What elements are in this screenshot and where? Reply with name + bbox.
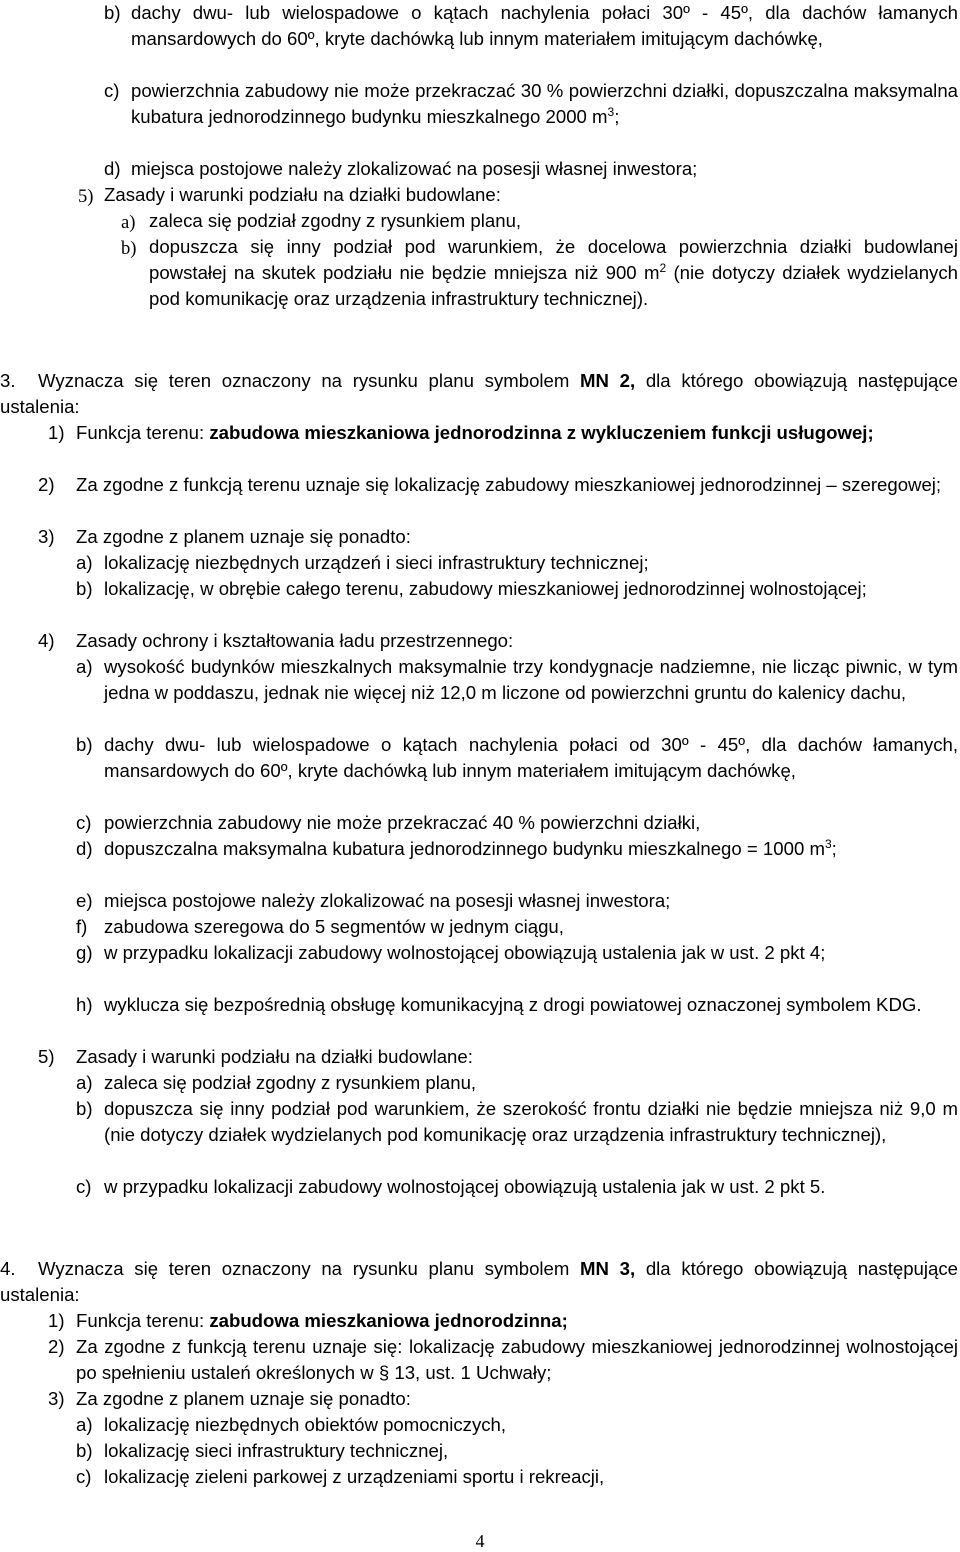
item-label: 3) <box>38 526 55 547</box>
additional-use-b: lokalizację, w obrębie całego terenu, zabudowy mieszkaniowej jednorodzinnej wolnostojącej; <box>104 578 867 599</box>
item-label: d) <box>104 158 121 179</box>
roof-paragraph: dachy dwu- lub wielospadowe o kątach nachylenia połaci 30º - 45º, dla dachów łamanych mansardowych do 60º, kryte dachówką lub innym materiałem imitującym dachówkę, <box>131 2 958 49</box>
item-label: c) <box>104 80 120 101</box>
additional-use-heading: Za zgodne z planem uznaje się ponadto: <box>76 526 411 547</box>
item-label: b) <box>121 238 137 259</box>
item-label: 2) <box>38 474 55 495</box>
item-label: b) <box>76 1098 93 1119</box>
item-label: g) <box>76 942 93 963</box>
item-label: a) <box>76 656 93 677</box>
road-access-paragraph: wyklucza się bezpośrednią obsługę komunikacyjną z drogi powiatowej oznaczonej symbolem KDG. <box>104 994 922 1015</box>
item-label: c) <box>76 1176 92 1197</box>
function-paragraph: Funkcja terenu: zabudowa mieszkaniowa jednorodzinna; <box>76 1310 568 1331</box>
additional-use-heading: Za zgodne z planem uznaje się ponadto: <box>76 1388 411 1409</box>
item-label: e) <box>76 890 93 911</box>
section-3-intro: Wyznacza się teren oznaczony na rysunku planu symbolem MN 2, dla którego obowiązują następujące ustalenia: <box>0 370 958 417</box>
item-label: c) <box>76 812 92 833</box>
roof-paragraph: dachy dwu- lub wielospadowe o kątach nachylenia połaci od 30º - 45º, dla dachów łamanych, mansardowych do 60º, kryte dachówką lub innym materiałem imitującym dachówkę, <box>104 734 958 781</box>
division-b-paragraph: dopuszcza się inny podział pod warunkiem, że docelowa powierzchnia działki budowlanej powstałej na skutek podziału nie będzie mniejsza niż 900 $m^2$ (nie dotyczy działek wydzielanych pod komunikację oraz urządzenia infrastruktury technicznej). <box>149 236 958 309</box>
parking-paragraph: miejsca postojowe należy zlokalizować na posesji własnej inwestora; <box>104 890 671 911</box>
item-label: 1) <box>48 422 65 443</box>
item-label: b) <box>76 578 93 599</box>
additional-use-c: lokalizację zieleni parkowej z urządzeniami sportu i rekreacji, <box>104 1466 605 1487</box>
item-label: h) <box>76 994 93 1015</box>
item-label: a) <box>76 552 93 573</box>
compatible-use-paragraph: Za zgodne z funkcją terenu uznaje się lokalizację zabudowy mieszkaniowej jednorodzinnej – szeregowej; <box>76 474 942 495</box>
section-number: 4. <box>0 1258 16 1279</box>
item-label: 3) <box>48 1388 65 1409</box>
additional-use-a: lokalizację niezbędnych urządzeń i sieci infrastruktury technicznej; <box>104 552 649 573</box>
detached-rules-paragraph: w przypadku lokalizacji zabudowy wolnostojącej obowiązują ustalenia jak w ust. 2 pkt 4; <box>104 942 826 963</box>
item-label: a) <box>76 1072 93 1093</box>
item-label: a) <box>121 212 136 233</box>
function-paragraph: Funkcja terenu: zabudowa mieszkaniowa jednorodzinna z wykluczeniem funkcji usługowej; <box>76 422 874 443</box>
item-label: a) <box>76 1414 93 1435</box>
compatible-use-paragraph: Za zgodne z funkcją terenu uznaje się: lokalizację zabudowy mieszkaniowej jednorodzinnej wolnostojącej po spełnieniu ustaleń określonych w § 13, ust. 1 Uchwały; <box>76 1336 958 1383</box>
additional-use-b: lokalizację sieci infrastruktury technicznej, <box>104 1440 449 1461</box>
coverage-paragraph: powierzchnia zabudowy nie może przekraczać 30 % powierzchni działki, dopuszczalna maksymalna kubatura jednorodzinnego budynku mieszkalnego 2000 $m^3$; <box>131 80 958 127</box>
item-label: 5) <box>78 186 94 207</box>
parking-paragraph: miejsca postojowe należy zlokalizować na posesji własnej inwestora; <box>131 158 698 179</box>
page-number: 4 <box>475 1531 485 1551</box>
item-label: f) <box>76 916 88 937</box>
item-label: 5) <box>38 1046 55 1067</box>
section-number: 3. <box>0 370 16 391</box>
item-label: d) <box>76 838 93 859</box>
terrace-paragraph: zabudowa szeregowa do 5 segmentów w jednym ciągu, <box>104 916 564 937</box>
item-label: b) <box>76 1440 93 1461</box>
division-c-paragraph: w przypadku lokalizacji zabudowy wolnostojącej obowiązują ustalenia jak w ust. 2 pkt 5. <box>104 1176 826 1197</box>
item-label: 1) <box>48 1310 65 1331</box>
item-label: c) <box>76 1466 92 1487</box>
section-4-intro: Wyznacza się teren oznaczony na rysunku planu symbolem MN 3, dla którego obowiązują następujące ustalenia: <box>0 1258 958 1305</box>
division-a-paragraph: zaleca się podział zgodny z rysunkiem planu, <box>149 210 522 231</box>
division-heading: Zasady i warunki podziału na działki budowlane: <box>76 1046 473 1067</box>
additional-use-a: lokalizację niezbędnych obiektów pomocniczych, <box>104 1414 507 1435</box>
item-label: 2) <box>48 1336 65 1357</box>
item-label: b) <box>76 734 93 755</box>
item-label: 4) <box>38 630 55 651</box>
coverage-paragraph: powierzchnia zabudowy nie może przekraczać 40 % powierzchni działki, <box>104 812 701 833</box>
spatial-order-heading: Zasady ochrony i kształtowania ładu przestrzennego: <box>76 630 514 651</box>
volume-paragraph: dopuszczalna maksymalna kubatura jednorodzinnego budynku mieszkalnego = 1000 $m^3$; <box>104 836 837 859</box>
division-b-paragraph: dopuszcza się inny podział pod warunkiem, że szerokość frontu działki nie będzie mniejsza niż 9,0 m (nie dotyczy działek wydzielanych pod komunikację oraz urządzenia infrastruktury technicznej), <box>104 1098 958 1145</box>
item-label: b) <box>104 2 121 23</box>
division-a-paragraph: zaleca się podział zgodny z rysunkiem planu, <box>104 1072 477 1093</box>
height-paragraph: wysokość budynków mieszkalnych maksymalnie trzy kondygnacje nadziemne, nie licząc piwnic, w tym jedna w poddaszu, jednak nie więcej niż 12,0 m liczone od powierzchni gruntu do kalenicy dachu, <box>104 656 958 703</box>
division-heading: Zasady i warunki podziału na działki budowlane: <box>104 184 501 205</box>
